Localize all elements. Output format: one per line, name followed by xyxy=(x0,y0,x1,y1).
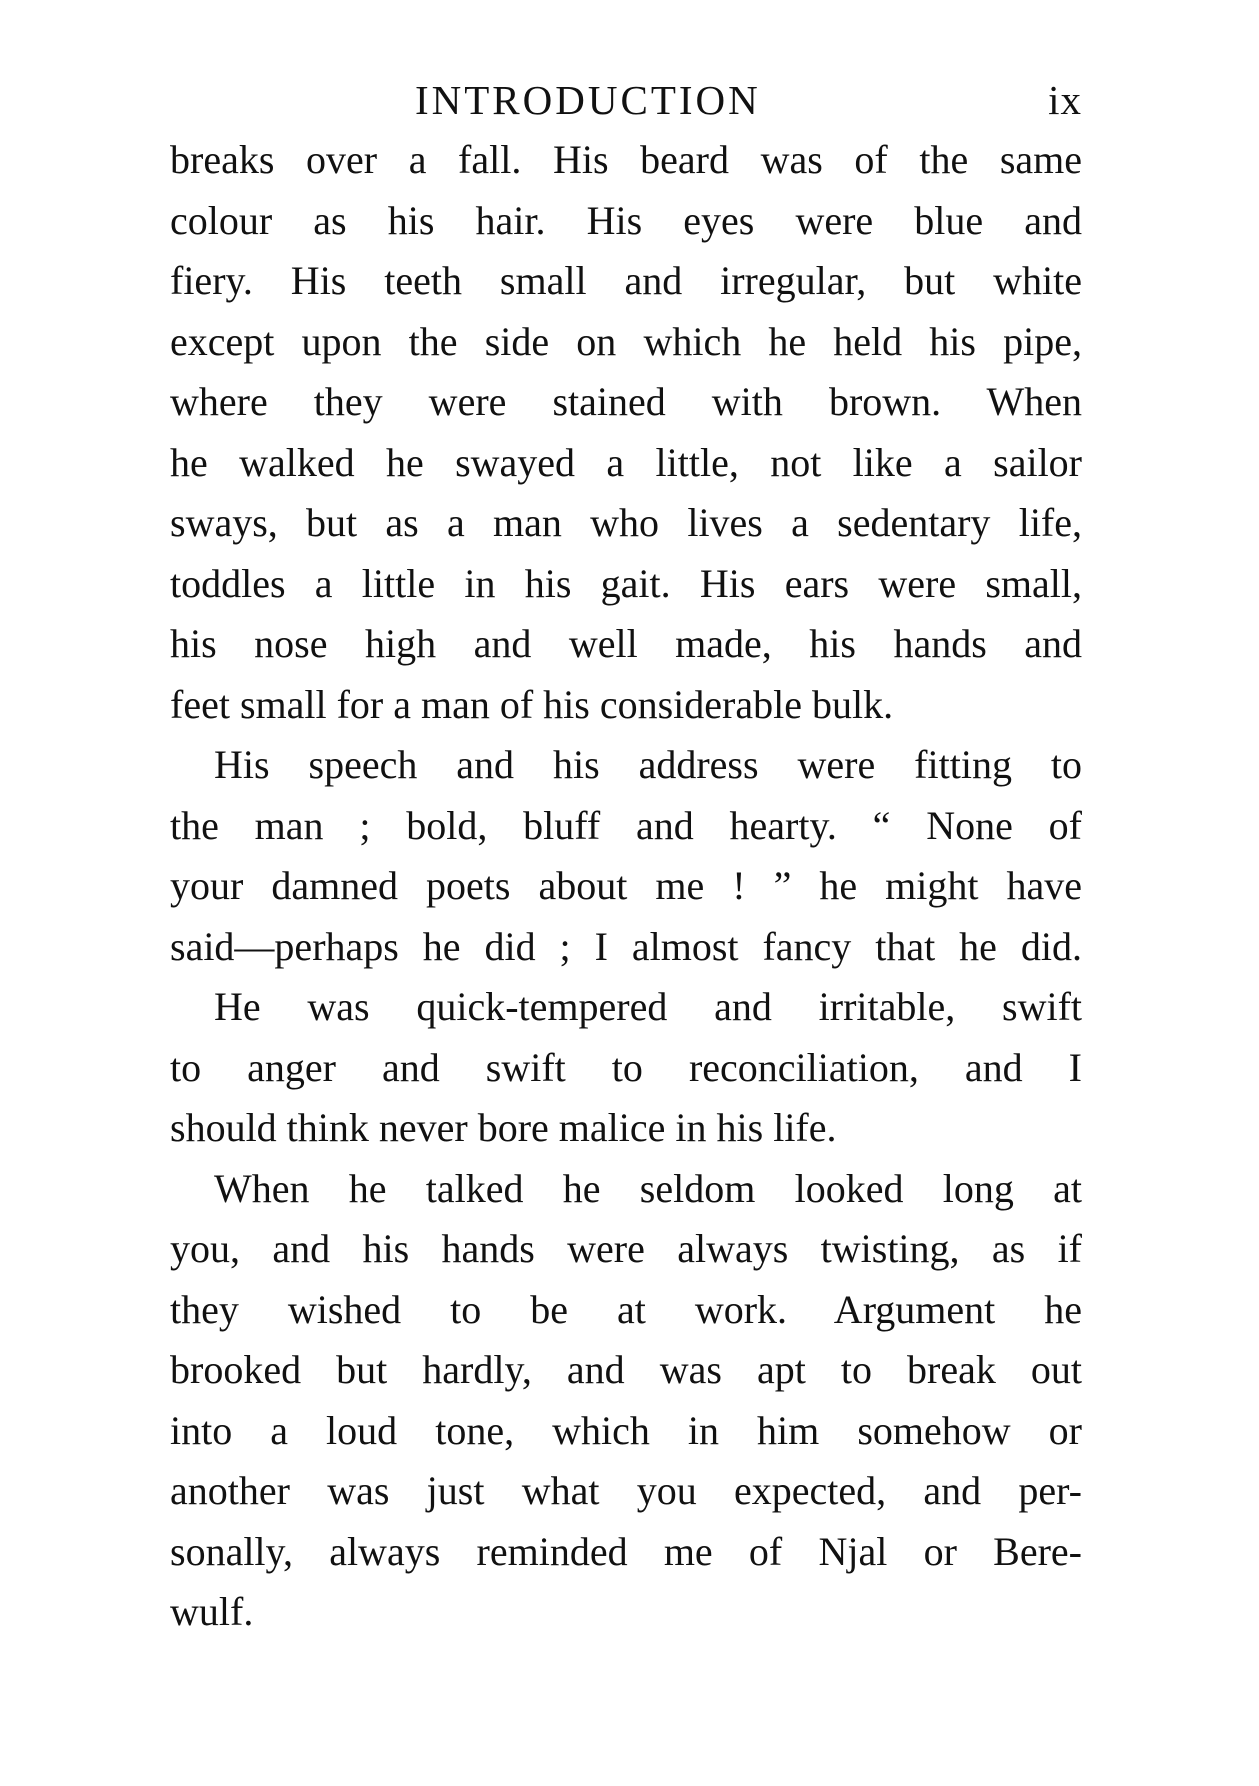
paragraph-3 xyxy=(170,977,1082,1159)
text-line: brooked but hardly, and was apt to break out xyxy=(170,1347,1082,1392)
text-line: to anger and swift to reconciliation, and I xyxy=(170,1044,1082,1090)
text-line: sonally, always reminded me of Njal or Bere- xyxy=(170,1528,1082,1574)
text-line: breaks over a fall. His beard was of the same xyxy=(170,137,1082,182)
text-line: where they were stained with brown. When xyxy=(170,379,1082,424)
text-line: except upon the side on which he held his pipe, xyxy=(170,318,1082,364)
text-line: toddles a little in his gait. His ears were small, xyxy=(170,560,1082,606)
text-line: into a loud tone, which in him somehow or xyxy=(170,1407,1082,1453)
text-line: fiery. His teeth small and irregular, but white xyxy=(170,258,1082,303)
page-number: ix xyxy=(1048,77,1082,123)
text-line: He was quick-tempered and irritable, swift xyxy=(214,984,1082,1029)
text-line: His speech and his address were fitting to xyxy=(214,742,1082,787)
text-line: he walked he swayed a little, not like a sailor xyxy=(170,439,1082,485)
text-line: sways, but as a man who lives a sedentary life, xyxy=(170,500,1082,545)
paragraph-1 xyxy=(170,130,1082,735)
text-line: you, and his hands were always twisting, as if xyxy=(170,1226,1082,1271)
text-line: the man ; bold, bluff and hearty. “ None of xyxy=(170,802,1082,848)
text-line: said—perhaps he did ; I almost fancy that he did. xyxy=(170,923,1082,969)
text-line: wulf. xyxy=(170,1589,254,1634)
text-line: another was just what you expected, and per- xyxy=(170,1468,1082,1513)
book-page xyxy=(170,70,1082,1643)
paragraph-2 xyxy=(170,735,1082,977)
running-head: INTRODUCTION xyxy=(415,77,761,123)
page-header xyxy=(170,70,1082,130)
text-line: should think never bore malice in his life. xyxy=(170,1105,837,1150)
text-line: they wished to be at work. Argument he xyxy=(170,1286,1082,1332)
text-line: your damned poets about me ! ” he might have xyxy=(170,863,1082,908)
text-line: his nose high and well made, his hands and xyxy=(170,621,1082,666)
paragraph-4 xyxy=(170,1159,1082,1643)
text-line: feet small for a man of his considerable bulk. xyxy=(170,681,894,727)
text-line: colour as his hair. His eyes were blue and xyxy=(170,197,1082,243)
text-line: When he talked he seldom looked long at xyxy=(214,1165,1082,1211)
